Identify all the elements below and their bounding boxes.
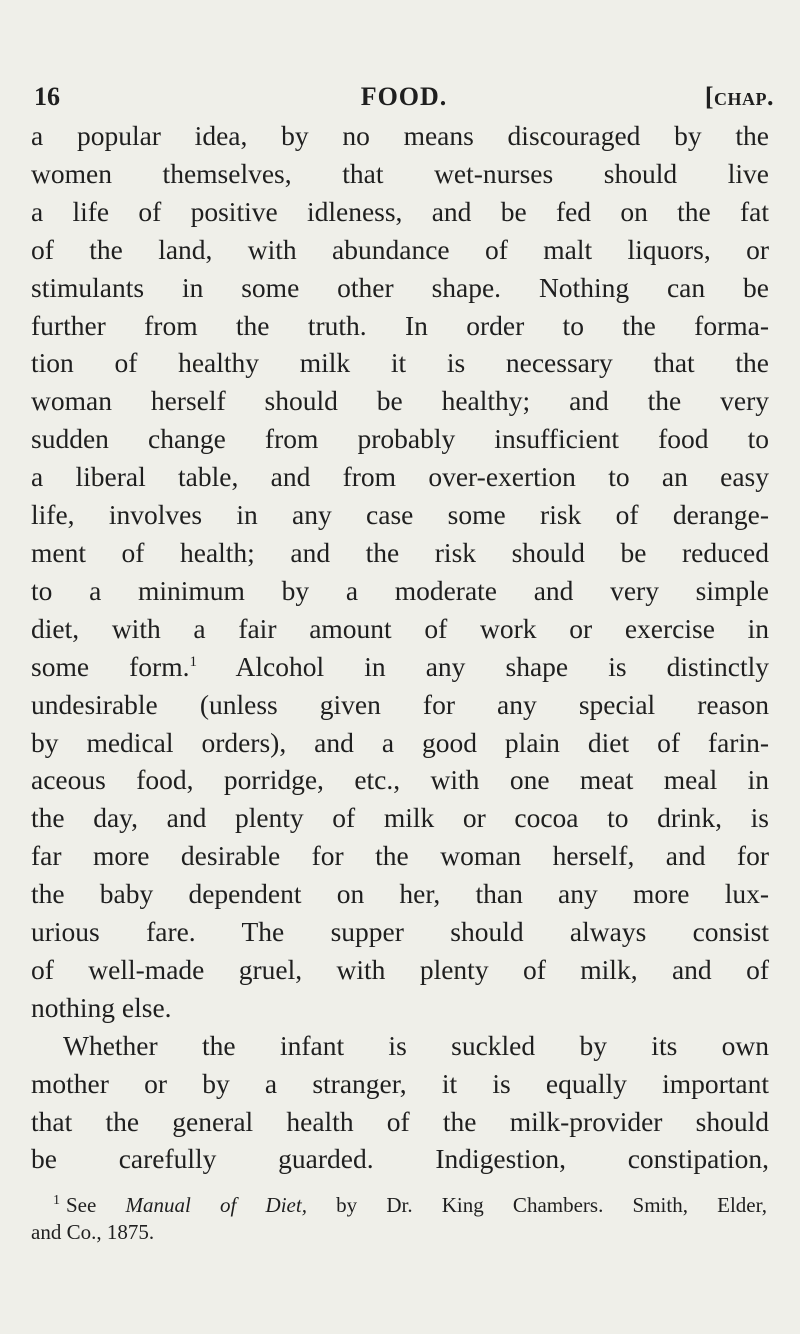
text-segment: Alcohol in any shape is distinctly bbox=[235, 650, 769, 682]
text-line: nothing else. bbox=[31, 991, 172, 1023]
text-line: a life of positive idleness, and be fed on the fat bbox=[31, 195, 769, 227]
text-segment: some form. bbox=[31, 650, 190, 682]
text-line: aceous food, porridge, etc., with one meat meal in bbox=[31, 764, 769, 796]
footnote-see: See bbox=[66, 1193, 97, 1217]
text-line: be carefully guarded. Indigestion, constipation, bbox=[31, 1143, 769, 1175]
body-text bbox=[31, 117, 769, 1178]
footnote-line bbox=[31, 1192, 767, 1219]
text-line: women themselves, that wet-nurses should live bbox=[31, 157, 769, 189]
text-line: mother or by a stranger, it is equally important bbox=[31, 1067, 769, 1099]
text-line: by medical orders), and a good plain diet of farin- bbox=[31, 726, 769, 758]
text-line: tion of healthy milk it is necessary that the bbox=[31, 347, 769, 379]
page-header bbox=[34, 82, 774, 122]
footnote-citation: by Dr. King Chambers. Smith, Elder, bbox=[336, 1193, 768, 1217]
text-line: a liberal table, and from over-exertion to an easy bbox=[31, 461, 769, 493]
footnote-marker: 1 bbox=[53, 1193, 60, 1208]
text-line: woman herself should be healthy; and the very bbox=[31, 385, 769, 417]
text-line: far more desirable for the woman herself, and for bbox=[31, 840, 769, 872]
text-line: the baby dependent on her, than any more lux- bbox=[31, 878, 769, 910]
page-number: 16 bbox=[34, 82, 60, 111]
footnote-reference: 1 bbox=[189, 653, 197, 670]
text-line: stimulants in some other shape. Nothing can be bbox=[31, 271, 769, 303]
footnote-line: and Co., 1875. bbox=[31, 1220, 155, 1244]
text-line: to a minimum by a moderate and very simple bbox=[31, 574, 769, 606]
text-line: of the land, with abundance of malt liquors, or bbox=[31, 233, 769, 265]
text-line: further from the truth. In order to the forma- bbox=[31, 309, 769, 341]
footnote-book-title: Manual of Diet, bbox=[125, 1193, 307, 1217]
text-line: urious fare. The supper should always consist bbox=[31, 916, 769, 948]
text-line: sudden change from probably insufficient food to bbox=[31, 423, 769, 455]
text-line: that the general health of the milk-provider should bbox=[31, 1105, 769, 1137]
text-line: undesirable (unless given for any special reason bbox=[31, 688, 769, 720]
text-line: a popular idea, by no means discouraged by the bbox=[31, 120, 769, 151]
text-line: Whether the infant is suckled by its own bbox=[63, 1029, 769, 1061]
chapter-mark: [chap. bbox=[704, 82, 774, 111]
running-title: FOOD. bbox=[360, 82, 448, 111]
text-line: the day, and plenty of milk or cocoa to drink, is bbox=[31, 802, 769, 834]
text-line: diet, with a fair amount of work or exercise in bbox=[31, 612, 769, 644]
text-line-with-footnote bbox=[31, 648, 769, 686]
footnote bbox=[31, 1192, 767, 1246]
text-line: ment of health; and the risk should be reduced bbox=[31, 536, 769, 568]
text-line: of well-made gruel, with plenty of milk, and of bbox=[31, 953, 769, 985]
text-line: life, involves in any case some risk of derange- bbox=[31, 499, 769, 531]
